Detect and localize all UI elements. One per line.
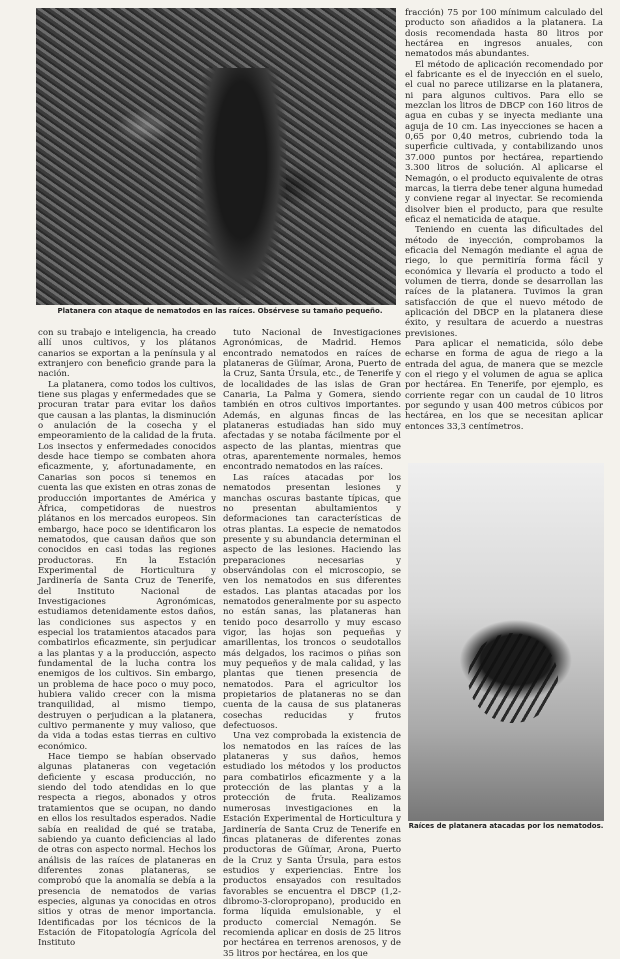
paragraph: Una vez comprobada la existencia de los nematodos en las raíces de las plataneras y sus daños, hemos estudiado los métodos y los productos para combatirlos eficazmente y a la protección de las plantas y a la protección de fruta. Realizamos numerosas investigaciones en la Estación Experimental de Horticultura y Jardinería de Santa Cruz de Tenerife en fincas plataneras de diferentes zonas productoras de Güímar, Arona, Puerto de la Cruz y Santa Úrsula, para estos estudios y experiencias. Entre los productos ensayados con resultados favorables se encuentra el DBCP (1,2-dibromo-3-cloropropano), producido en forma líquida emulsionable, y el producto comercial Nemagón. Se recomienda aplicar en dosis de 25 litros por hectárea en terrenos arenosos, y de 35 litros por hectárea, en los que: [223, 731, 401, 959]
roots-shape: [468, 633, 558, 723]
right-photo-caption: Raíces de platanera atacadas por los nematodos.: [408, 822, 604, 830]
infested-roots-photo: [408, 463, 604, 821]
column-left-text: [38, 328, 216, 949]
column-right-text: [405, 8, 603, 458]
paragraph: Hace tiempo se habían observado algunas plataneras con vegetación deficiente y escasa producción, no siendo del todo atendidas en lo que respecta a riegos, abonados y otros tratamientos que se ocupan, no dando en ellos los resultados esperados. Nadie sabía en realidad de qué se trataba, sabiendo ya cuanto deficiencias al lado de otras con aspecto normal. Hechos los análisis de las raíces de plataneras en diferentes zonas plataneras, se comprobó que la anomalía se debía a la presencia de nematodos de varias especies, algunas ya conocidas en otros sitios y otras de menor importancia. Identificadas por los técnicos de la Estación de Fitopatología Agrícola del Instituto: [38, 752, 216, 949]
banana-plant-shape: [196, 68, 286, 298]
paragraph: con su trabajo e inteligencia, ha creado allí unos cultivos, y los plátanos canarios se exportan a la península y al extranjero con beneficio grande para la nación.: [38, 328, 216, 380]
paragraph: El método de aplicación recomendado por el fabricante es el de inyección en el suelo, el cual no parece utilizarse en la platanera, ni para algunos cultivos. Para ello se mezclan los litros de DBCP con 160 litros de agua en cubas y se inyecta mediante una aguja de 10 cm. Las inyecciones se hacen a 0,65 por 0,40 metros, cubriendo toda la superficie cultivada, y contabilizando unos 37.000 puntos por hectárea, repartiendo 3.300 litros de solución. Al aplicarse el Nemagón, o el producto equivalente de otras marcas, la tierra debe tener alguna humedad y conviene regar al inyectar. Se recomienda disolver bien el producto, para que resulte eficaz el nematicida de ataque.: [405, 59, 603, 225]
column-middle-text: [223, 328, 401, 959]
paragraph: Para aplicar el nematicida, sólo debe echarse en forma de agua de riego a la entrada del agua, de manera que se mezcle con el riego y el volumen de agua se aplica por hectárea. En Tenerife, por ejemplo, es corriente regar con un caudal de 10 litros por segundo y usan 400 metros cúbicos por hectárea, en los que se necesitan aplicar entonces 33,3 centímetros.: [405, 339, 603, 432]
paragraph: tuto Nacional de Investigaciones Agronómicas, de Madrid. Hemos encontrado nematodos en raíces de plataneras de Güímar, Arona, Puerto de la Cruz, Santa Úrsula, etc., de Tenerife y de localidades de las islas de Gran Canaria, La Palma y Gomera, siendo también en otros cultivos importantes. Además, en algunas fincas de las plataneras estudiadas han sido muy afectadas y se notaba fácilmente por el aspecto de las plantas, mientras que otras, aparentemente normales, hemos encontrado nematodos en las raíces.: [223, 328, 401, 473]
paragraph: Teniendo en cuenta las dificultades del método de inyección, comprobamos la eficacia del Nemagón mediante el agua de riego, lo que permitiría forma fácil y económica y llevaría el producto a todo el volumen de tierra, donde se desarrollan las raíces de la platanera. Tuvimos la gran satisfacción de que el nuevo método de aplicación del DBCP en la platanera diese éxito, y resultara de acuerdo a nuestras previsiones.: [405, 225, 603, 339]
top-photo-caption: Platanera con ataque de nematodos en las raíces. Obsérvese su tamaño pequeño.: [57, 307, 383, 315]
paragraph: La platanera, como todos los cultivos, tiene sus plagas y enfermedades que se procuran tratar para evitar los daños que causan a las plantas, la disminución o anulación de la cosecha y el empeoramiento de la calidad de la fruta. Los insectos y enfermedades conocidos desde hace tiempo se combaten ahora eficazmente, y, afortunadamente, en Canarias son pocos si tenemos en cuenta las que existen en otras zonas de producción importantes de América y África, competidoras de nuestros plátanos en los mercados europeos. Sin embargo, hace poco se identificaron los nematodos, que causan daños que son conocidos en casi todas las regiones productoras. En la Estación Experimental de Horticultura y Jardinería de Santa Cruz de Tenerife, del Instituto Nacional de Investigaciones Agronómicas, estudiamos detenidamente estos daños, las condiciones sus aspectos y en especial los tratamientos atacados para combatirlos eficazmente, sin perjudicar a las plantas y a la producción, aspecto fundamental de la lucha contra los enemigos de los cultivos. Sin embargo, un problema de hace poco o muy poco, hubiera valido crecer con la misma tranquilidad, al mismo tiempo, destruyen o perjudican a la platanera, cultivo permanente y muy valioso, que da vida a todas estas tierras en cultivo económico.: [38, 379, 216, 752]
infested-banana-plant-photo: [36, 8, 396, 305]
paragraph: fracción) 75 por 100 mínimum calculado del producto son añadidos a la platanera. La dosis recomendada hasta 80 litros por hectárea en ingresos anuales, con nematodos más abundantes.: [405, 8, 603, 60]
paragraph: Las raíces atacadas por los nematodos presentan lesiones y manchas oscuras bastante típicas, que no presentan abultamientos y deformaciones tan características de otras plantas. La especie de nematodos presente y su abundancia determinan el aspecto de las lesiones. Haciendo las preparaciones necesarias y observándolas con el microscopio, se ven los nematodos en sus diferentes estados. Las plantas atacadas por los nematodos generalmente por su aspecto no están sanas, las plataneras han tenido poco desarrollo y muy escaso vigor, las hojas son pequeñas y amarillentas, los troncos o seudotallos más delgados, los racimos o piñas son muy pequeños y de mala calidad, y las plantas que tienen presencia de nematodos. Para el agricultor los propietarios de plataneras no se dan cuenta de la causa de sus plataneras cosechas reducidas y frutos defectuosos.: [223, 472, 401, 732]
